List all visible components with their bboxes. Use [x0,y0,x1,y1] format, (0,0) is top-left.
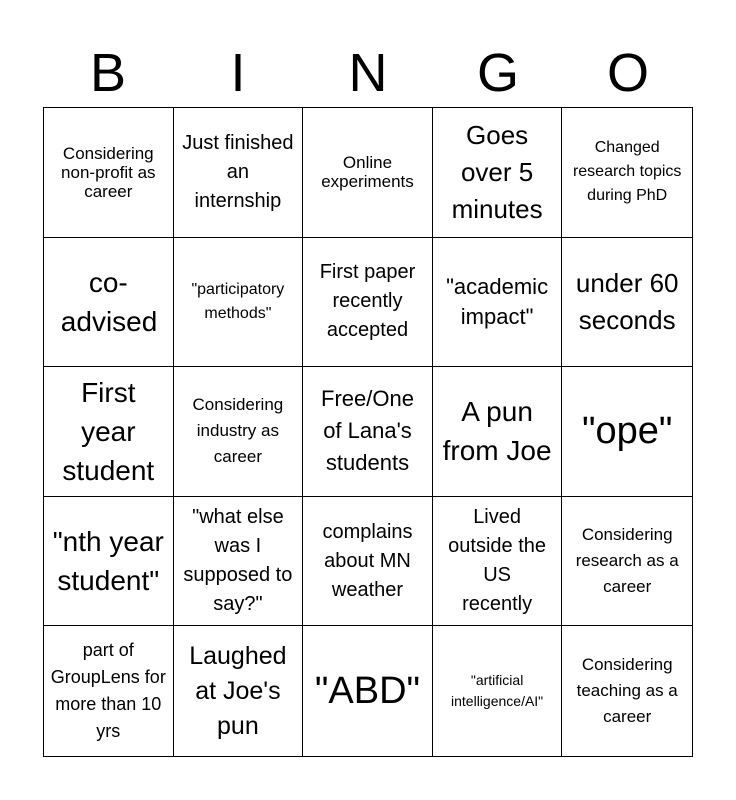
bingo-cell-r5-c5[interactable] [562,626,692,756]
cell-text: Free/One of Lana's students [321,386,414,476]
cell-text: Considering teaching as a career [576,655,678,727]
header-letter-g: G [476,43,519,103]
cell-text: "what else was I supposed to say?" [183,506,293,616]
bingo-cell-r3-c2[interactable] [174,367,304,497]
cell-text: under 60 seconds [575,267,679,335]
cell-text: A pun from Joe [442,396,552,467]
cell-text: Considering non-profit as career [61,143,156,201]
cell-text: Lived outside the US recently [448,506,547,616]
cell-text: Laughed at Joe's pun [189,641,287,740]
bingo-cell-r2-c5[interactable] [562,238,692,368]
cell-text: "nth year student" [52,526,164,597]
cell-text: complains about MN weather [322,520,413,601]
cell-text: "ABD" [314,670,421,713]
cell-text: "academic impact" [446,273,549,329]
header-letter-o: O [606,43,649,103]
cell-text: Goes over 5 minutes [451,119,543,224]
cell-text: "participatory methods" [191,280,285,322]
bingo-cell-r1-c2[interactable] [174,108,304,238]
bingo-cell-r5-c1[interactable] [44,626,174,756]
bingo-cell-r4-c5[interactable] [562,497,692,627]
bingo-cell-r2-c1[interactable] [44,238,174,368]
bingo-cell-r4-c1[interactable] [44,497,174,627]
bingo-cell-r2-c4[interactable] [433,238,563,368]
cell-text: Considering research as a career [575,525,679,597]
bingo-cell-r4-c3[interactable] [303,497,433,627]
header-letter-i: I [230,43,246,103]
bingo-cell-r3-c1[interactable] [44,367,174,497]
cell-text: Online experiments [321,153,414,192]
cell-text: co-advised [60,266,158,337]
cell-text: "ope" [582,410,673,453]
bingo-header [43,42,693,104]
bingo-cell-r5-c2[interactable] [174,626,304,756]
cell-text: "artificial intelligence/AI" [451,672,544,710]
bingo-cell-r2-c3[interactable] [303,238,433,368]
cell-text: Considering industry as career [192,395,284,467]
bingo-cell-r5-c4[interactable] [433,626,563,756]
cell-text: Just finished an internship [182,131,294,212]
cell-text: part of GroupLens for more than 10 yrs [50,640,166,742]
cell-text: Changed research topics during PhD [572,139,682,205]
bingo-cell-r1-c1[interactable] [44,108,174,238]
bingo-cell-r1-c5[interactable] [562,108,692,238]
bingo-cell-r2-c2[interactable] [174,238,304,368]
bingo-cell-r1-c4[interactable] [433,108,563,238]
bingo-cell-r3-c3[interactable] [303,367,433,497]
header-letter-n: N [348,43,388,103]
cell-text: First paper recently accepted [319,261,416,342]
bingo-cell-r1-c3[interactable] [303,108,433,238]
bingo-cell-r5-c3[interactable] [303,626,433,756]
bingo-cell-r4-c4[interactable] [433,497,563,627]
bingo-cell-r3-c4[interactable] [433,367,563,497]
bingo-cell-r3-c5[interactable] [562,367,692,497]
header-letter-b: B [89,43,127,103]
cell-text: First year student [62,376,155,486]
bingo-cell-r4-c2[interactable] [174,497,304,627]
bingo-grid [43,107,693,757]
